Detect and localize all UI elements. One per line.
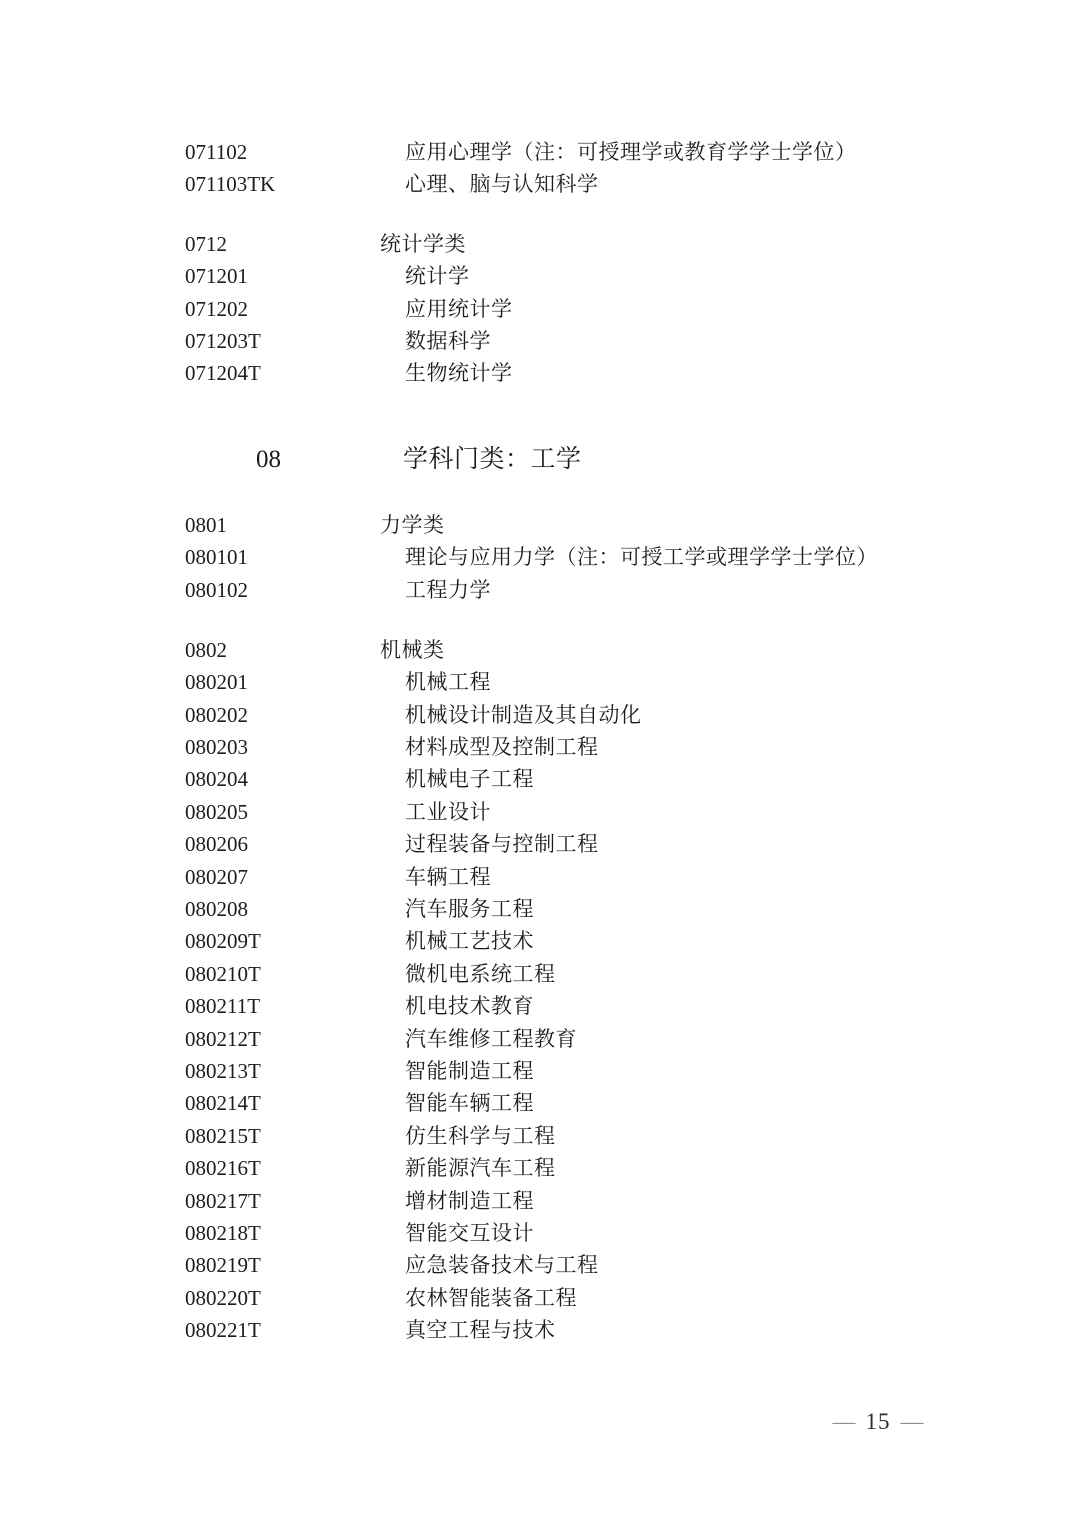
major-row	[185, 168, 1040, 200]
major-code: 071103TK	[185, 172, 276, 197]
major-name: 心理、脑与认知科学	[405, 172, 599, 197]
major-code: 080206	[185, 832, 248, 857]
major-row	[185, 293, 1040, 325]
major-row	[185, 1055, 1040, 1087]
major-name: 工业设计	[405, 799, 491, 824]
major-row	[185, 958, 1040, 990]
major-code: 080207	[185, 864, 248, 889]
major-code: 080213T	[185, 1058, 261, 1083]
major-name: 智能制造工程	[405, 1058, 534, 1083]
major-name: 应用统计学	[405, 296, 513, 321]
major-code: 071202	[185, 296, 248, 321]
major-row	[185, 574, 1040, 606]
major-name: 应用心理学（注：可授理学或教育学学士学位）	[405, 140, 857, 164]
major-code: 080216T	[185, 1156, 261, 1181]
category-code: 0801	[185, 512, 227, 537]
major-code: 080203	[185, 735, 248, 760]
major-name: 汽车服务工程	[405, 897, 534, 922]
major-code: 080218T	[185, 1220, 261, 1245]
major-row	[185, 325, 1040, 357]
category-row	[185, 509, 1040, 541]
category-row	[185, 228, 1040, 260]
major-row	[185, 1087, 1040, 1119]
major-code: 080208	[185, 897, 248, 922]
major-name: 材料成型及控制工程	[405, 735, 599, 760]
major-code: 071204T	[185, 361, 261, 386]
major-row	[185, 260, 1040, 292]
major-code: 080209T	[185, 929, 261, 954]
major-name: 机械工艺技术	[405, 929, 534, 954]
major-name: 农林智能装备工程	[405, 1285, 577, 1310]
category-name: 统计学类	[380, 231, 466, 256]
major-row	[185, 861, 1040, 893]
major-name: 机械设计制造及其自动化	[405, 702, 642, 727]
major-code: 080214T	[185, 1091, 261, 1116]
major-row	[185, 731, 1040, 763]
major-row	[185, 763, 1040, 795]
major-name: 微机电系统工程	[405, 961, 556, 986]
major-row	[185, 136, 1040, 168]
major-code: 080215T	[185, 1123, 261, 1148]
major-row	[185, 1023, 1040, 1055]
major-name: 机电技术教育	[405, 994, 534, 1019]
major-code: 080102	[185, 577, 248, 602]
major-row	[185, 1314, 1040, 1346]
major-code: 080217T	[185, 1188, 261, 1213]
major-code: 080211T	[185, 994, 261, 1019]
major-name: 车辆工程	[405, 864, 491, 889]
major-name: 生物统计学	[405, 361, 513, 386]
major-code: 080212T	[185, 1026, 261, 1051]
major-code: 071203T	[185, 328, 261, 353]
major-name: 理论与应用力学（注：可授工学或理学学士学位）	[405, 545, 878, 570]
catalog-content	[185, 136, 1040, 1347]
page-number	[818, 1406, 938, 1438]
major-name: 新能源汽车工程	[405, 1156, 556, 1181]
major-name: 智能交互设计	[405, 1220, 534, 1245]
major-code: 080205	[185, 799, 248, 824]
major-name: 数据科学	[405, 328, 491, 353]
major-code: 080219T	[185, 1253, 261, 1278]
major-code: 080221T	[185, 1318, 261, 1343]
major-row	[185, 1185, 1040, 1217]
section-title: 学科门类：工学	[403, 445, 582, 473]
page-number-value: 15	[865, 1409, 891, 1434]
major-code: 080201	[185, 670, 248, 695]
major-row	[185, 699, 1040, 731]
major-name: 真空工程与技术	[405, 1318, 556, 1343]
major-name: 机械工程	[405, 670, 491, 695]
major-code: 071102	[185, 140, 248, 164]
major-code: 071201	[185, 264, 248, 289]
major-name: 工程力学	[405, 577, 491, 602]
category-name: 机械类	[380, 637, 445, 662]
section-code: 08	[256, 445, 281, 473]
major-code: 080101	[185, 545, 248, 570]
major-name: 汽车维修工程教育	[405, 1026, 577, 1051]
category-name: 力学类	[380, 512, 445, 537]
major-name: 统计学	[405, 264, 470, 289]
major-row	[185, 357, 1040, 389]
major-name: 过程装备与控制工程	[405, 832, 599, 857]
major-row	[185, 893, 1040, 925]
major-code: 080204	[185, 767, 248, 792]
major-row	[185, 666, 1040, 698]
major-code: 080202	[185, 702, 248, 727]
major-name: 机械电子工程	[405, 767, 534, 792]
category-row	[185, 634, 1040, 666]
major-row	[185, 828, 1040, 860]
major-row	[185, 1152, 1040, 1184]
major-name: 智能车辆工程	[405, 1091, 534, 1116]
major-row	[185, 990, 1040, 1022]
major-row	[185, 1217, 1040, 1249]
major-code: 080220T	[185, 1285, 261, 1310]
section-title-row	[185, 440, 1040, 480]
category-code: 0712	[185, 231, 227, 256]
major-row	[185, 1120, 1040, 1152]
major-row	[185, 1249, 1040, 1281]
major-name: 仿生科学与工程	[405, 1123, 556, 1148]
major-row	[185, 541, 1040, 573]
category-code: 0802	[185, 637, 227, 662]
major-name: 应急装备技术与工程	[405, 1253, 599, 1278]
page-number-right-dash: —	[900, 1409, 924, 1434]
major-row	[185, 796, 1040, 828]
major-code: 080210T	[185, 961, 261, 986]
major-row	[185, 925, 1040, 957]
page-number-left-dash: —	[832, 1409, 856, 1434]
major-row	[185, 1282, 1040, 1314]
major-name: 增材制造工程	[405, 1188, 534, 1213]
